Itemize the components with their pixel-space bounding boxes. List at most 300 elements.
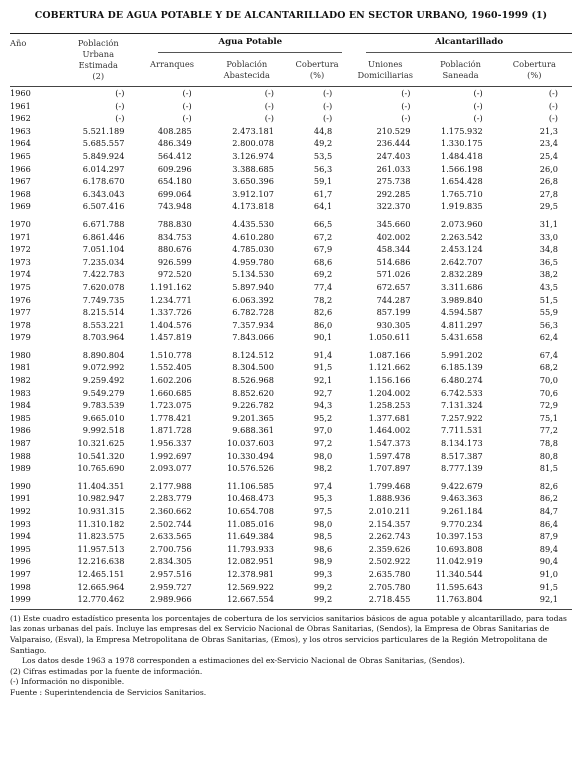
cell-arranques: 1.457.819 (150, 332, 192, 343)
cell-arranques: 2.177.988 (150, 480, 192, 491)
cell-poblacion-abastecida: 3.388.685 (232, 163, 274, 174)
cell-arranques: 1.992.697 (150, 450, 192, 461)
cell-poblacion-urbana: 12.465.151 (77, 568, 125, 579)
cell-poblacion-abastecida: 6.063.392 (232, 294, 274, 305)
cell-cobertura-ap: 77,4 (313, 281, 333, 292)
cell-poblacion-urbana: 12.216.638 (77, 556, 125, 567)
cell-cobertura-alc: 36,5 (539, 256, 558, 267)
cell-poblacion-abastecida: 10.654.708 (227, 506, 274, 516)
cell-cobertura-ap: 98,2 (313, 463, 333, 474)
cell-arranques: (-) (182, 113, 192, 124)
cell-anio: 1997 (10, 568, 31, 579)
table-row (10, 150, 572, 163)
cell-uniones: 322.370 (376, 201, 411, 212)
table-row (10, 87, 572, 100)
cell-poblacion-abastecida: 4.435.530 (232, 218, 274, 229)
cell-anio: 1960 (10, 88, 31, 98)
cell-uniones: 2.635.780 (368, 568, 411, 579)
table-row (10, 125, 572, 138)
cell-poblacion-urbana: 7.749.735 (82, 294, 125, 305)
cell-cobertura-alc: 25,4 (539, 150, 558, 161)
cell-uniones: 2.705.780 (368, 581, 411, 592)
cell-uniones: (-) (401, 113, 411, 124)
cell-poblacion-urbana: 8.890.804 (82, 349, 125, 360)
cell-poblacion-abastecida: 4.785.030 (232, 244, 274, 255)
cell-cobertura-ap: (-) (323, 100, 333, 111)
cell-anio: 1992 (10, 506, 31, 516)
cell-uniones: 2.359.626 (368, 543, 411, 554)
cell-uniones: 857.199 (376, 307, 411, 318)
cell-uniones: 345.660 (376, 218, 411, 229)
cell-poblacion-abastecida: 6.782.728 (232, 307, 274, 318)
cell-arranques: 2.700.756 (150, 543, 192, 554)
cell-poblacion-saneada: 1.654.428 (441, 176, 483, 187)
cell-uniones: 1.707.897 (368, 463, 411, 474)
header-poblacion-saneada: Población Saneada (440, 58, 481, 80)
cell-uniones: 514.686 (376, 256, 411, 267)
cell-anio: 1979 (10, 332, 31, 343)
cell-cobertura-ap: 97,4 (313, 480, 333, 491)
table-header (10, 34, 572, 87)
cell-anio: 1965 (10, 150, 31, 161)
cell-poblacion-saneada: 10.397.153 (435, 531, 483, 542)
cell-arranques: 408.285 (157, 125, 192, 136)
cell-arranques: 1.602.206 (150, 375, 192, 386)
cell-uniones: 1.258.253 (368, 400, 411, 411)
cell-anio: 1977 (10, 307, 31, 318)
cell-cobertura-ap: 53,5 (313, 150, 333, 161)
header-poblacion-abastecida: Población Abastecida (223, 58, 270, 80)
cell-anio: 1961 (10, 100, 31, 111)
cell-arranques: 609.296 (157, 163, 192, 174)
cell-poblacion-urbana: 5.849.924 (82, 150, 125, 161)
cell-anio: 1986 (10, 425, 31, 436)
cell-poblacion-urbana: 11.310.182 (77, 518, 125, 529)
cell-uniones: 2.010.211 (368, 506, 411, 516)
cell-cobertura-ap: 98,0 (313, 518, 333, 529)
cell-uniones: 2.262.743 (368, 531, 411, 542)
footnote-1-continued: Los datos desde 1963 a 1978 corresponden a estimaciones del ex-Servicio Nacional de Obras Sanitarias, (Sendos). (22, 656, 465, 666)
header-arranques: Arranques (150, 58, 195, 69)
cell-poblacion-abastecida: 12.082.951 (227, 556, 274, 567)
table-row (10, 543, 572, 556)
cell-poblacion-abastecida: 10.468.473 (227, 493, 274, 504)
cell-uniones: (-) (401, 100, 411, 111)
cell-cobertura-alc: (-) (548, 113, 558, 124)
coverage-table (10, 34, 572, 606)
cell-arranques: 1.778.421 (150, 412, 192, 423)
cell-cobertura-alc: 70,6 (539, 387, 558, 398)
cell-anio: 1973 (10, 256, 31, 267)
cell-anio: 1975 (10, 281, 31, 292)
cell-uniones: 1.156.166 (368, 375, 411, 386)
cell-poblacion-saneada: 1.175.932 (441, 125, 483, 136)
cell-cobertura-alc: 26,0 (539, 163, 558, 174)
cell-poblacion-abastecida: 12.569.922 (227, 581, 274, 592)
cell-poblacion-urbana: (-) (115, 100, 125, 111)
cell-cobertura-alc: (-) (548, 100, 558, 111)
cell-cobertura-alc: 80,8 (539, 450, 558, 461)
cell-poblacion-saneada: 2.263.542 (441, 231, 483, 242)
cell-poblacion-abastecida: (-) (264, 113, 274, 124)
cell-cobertura-alc: 89,4 (539, 543, 558, 554)
table-row (10, 424, 572, 437)
cell-arranques: 926.599 (157, 256, 192, 267)
cell-cobertura-alc: 86,4 (539, 518, 558, 529)
cell-poblacion-urbana: 9.665.010 (82, 412, 125, 423)
cell-anio: 1978 (10, 319, 31, 330)
cell-anio: 1966 (10, 163, 31, 174)
footnote-2: (2) Cifras estimadas por la fuente de información. (10, 666, 203, 676)
table-row (10, 268, 572, 281)
cell-arranques: 2.093.077 (150, 463, 192, 474)
cell-anio: 1996 (10, 556, 31, 567)
cell-anio: 1985 (10, 412, 31, 423)
cell-arranques: 564.412 (157, 150, 192, 161)
cell-poblacion-urbana: 8.215.514 (82, 307, 125, 318)
cell-poblacion-urbana: 11.823.575 (77, 531, 125, 542)
cell-uniones: 1.464.002 (368, 425, 411, 436)
cell-uniones: 930.305 (376, 319, 411, 330)
cell-cobertura-ap: 99,2 (313, 581, 333, 592)
cell-uniones: 292.285 (376, 188, 411, 199)
cell-poblacion-saneada: 5.431.658 (441, 332, 483, 343)
cell-anio: 1990 (10, 480, 31, 491)
cell-cobertura-ap: 82,6 (313, 307, 333, 318)
cell-poblacion-urbana: 5.685.557 (82, 138, 125, 149)
cell-cobertura-ap: 56,3 (313, 163, 333, 174)
cell-uniones: 1.087.166 (368, 349, 411, 360)
cell-cobertura-alc: 81,5 (539, 463, 558, 474)
footnote-1: (1) Este cuadro estadístico presenta los porcentajes de cobertura de los servicios sanitarios básicos de agua potable y alcantarillado, para todas las zonas urbanas del país. Incluye las empresas del ex Servicio Nacional de Obras Sanitarias, (Sendos), la Empresa de Obras Sanitarias de Valparaiso, (Esval), la Empresa Metropolitana de Obras Sanitarias, (Emos), y los otros servicios particulares de la Región Metropolitana de Santiago. (10, 613, 567, 655)
table-row (10, 593, 572, 606)
cell-anio: 1974 (10, 269, 31, 280)
cell-poblacion-saneada: 9.770.234 (441, 518, 483, 529)
cell-poblacion-urbana: 7.422.783 (82, 269, 125, 280)
cell-anio: 1995 (10, 543, 31, 554)
cell-poblacion-saneada: 2.642.707 (441, 256, 483, 267)
cell-poblacion-saneada: 4.811.297 (441, 319, 483, 330)
cell-arranques: 1.552.405 (150, 362, 192, 373)
cell-cobertura-alc: 21,3 (539, 125, 558, 136)
table-row (10, 188, 572, 201)
cell-arranques: 1.723.075 (150, 400, 192, 411)
table-row (10, 256, 572, 269)
cell-cobertura-ap: 59,1 (313, 176, 333, 187)
cell-cobertura-alc: 38,2 (539, 269, 558, 280)
cell-cobertura-alc: 27,8 (539, 188, 558, 199)
cell-poblacion-abastecida: 11.085.016 (227, 518, 274, 529)
cell-anio: 1971 (10, 231, 31, 242)
cell-poblacion-urbana: (-) (115, 113, 125, 124)
cell-poblacion-saneada: (-) (473, 113, 483, 124)
cell-arranques: 2.989.966 (150, 594, 192, 605)
table-row (10, 530, 572, 543)
table-row (10, 387, 572, 400)
cell-arranques: 486.349 (157, 138, 192, 149)
table-title: COBERTURA DE AGUA POTABLE Y DE ALCANTARILLADO EN SECTOR URBANO, 1960-1999 (1) (34, 10, 548, 21)
cell-poblacion-urbana: 12.665.964 (77, 581, 125, 592)
cell-cobertura-ap: 95,3 (313, 493, 333, 504)
cell-cobertura-alc: 84,7 (539, 506, 558, 516)
cell-anio: 1963 (10, 125, 31, 136)
cell-anio: 1993 (10, 518, 31, 529)
cell-arranques: 2.959.727 (150, 581, 192, 592)
cell-cobertura-alc: 70,0 (539, 375, 558, 386)
cell-arranques: 788.830 (157, 218, 192, 229)
header-poblacion-urbana: Población Urbana Estimada (2) (77, 38, 119, 81)
cell-cobertura-alc: 78,8 (539, 438, 558, 449)
cell-cobertura-alc: (-) (548, 88, 558, 98)
cell-cobertura-ap: 61,7 (313, 188, 333, 199)
cell-cobertura-ap: 97,0 (313, 425, 333, 436)
cell-poblacion-saneada: 11.595.643 (435, 581, 483, 592)
cell-poblacion-abastecida: (-) (264, 100, 274, 111)
cell-poblacion-urbana: 6.671.788 (82, 218, 125, 229)
cell-cobertura-ap: 44,8 (313, 125, 333, 136)
cell-anio: 1981 (10, 362, 31, 373)
cell-arranques: 1.404.576 (150, 319, 192, 330)
cell-poblacion-urbana: 10.982.947 (77, 493, 125, 504)
cell-cobertura-alc: 86,2 (539, 493, 558, 504)
cell-poblacion-abastecida: 3.126.974 (232, 150, 274, 161)
cell-arranques: 1.337.726 (150, 307, 192, 318)
cell-cobertura-ap: 49,2 (313, 138, 333, 149)
cell-poblacion-saneada: 2.073.960 (441, 218, 483, 229)
cell-poblacion-urbana: 6.014.297 (82, 163, 125, 174)
cell-anio: 1980 (10, 349, 31, 360)
cell-poblacion-saneada: 8.517.387 (441, 450, 483, 461)
cell-arranques: 880.676 (157, 244, 192, 255)
cell-poblacion-abastecida: 8.304.500 (232, 362, 274, 373)
cell-cobertura-alc: 34,8 (539, 244, 558, 255)
table-row (10, 349, 572, 362)
cell-poblacion-abastecida: 10.330.494 (227, 450, 274, 461)
cell-poblacion-urbana: 7.051.104 (82, 244, 125, 255)
table-row (10, 163, 572, 176)
cell-cobertura-alc: 77,2 (539, 425, 558, 436)
table-row (10, 450, 572, 463)
cell-poblacion-urbana: 6.507.416 (82, 201, 125, 212)
table-row (10, 555, 572, 568)
table-row (10, 175, 572, 188)
cell-poblacion-saneada: 6.480.274 (441, 375, 483, 386)
cell-arranques: 2.360.662 (150, 506, 192, 516)
cell-cobertura-ap: 99,2 (313, 594, 333, 605)
cell-poblacion-urbana: 10.765.690 (77, 463, 125, 474)
cell-poblacion-urbana: 10.321.625 (77, 438, 125, 449)
cell-poblacion-abastecida: 9.201.365 (232, 412, 274, 423)
cell-uniones: (-) (401, 88, 411, 98)
cell-arranques: 1.871.728 (150, 425, 192, 436)
cell-uniones: 2.154.357 (368, 518, 411, 529)
cell-anio: 1969 (10, 201, 31, 212)
cell-poblacion-urbana: 12.770.462 (77, 594, 125, 605)
table-row (10, 243, 572, 256)
cell-anio: 1991 (10, 493, 31, 504)
cell-poblacion-saneada: 9.463.363 (441, 493, 483, 504)
cell-poblacion-saneada: 1.330.175 (441, 138, 483, 149)
cell-uniones: 210.529 (376, 125, 411, 136)
source-note: Fuente : Superintendencia de Servicios Sanitarios. (10, 687, 207, 697)
cell-uniones: 402.002 (376, 231, 411, 242)
cell-arranques: 1.234.771 (150, 294, 192, 305)
cell-poblacion-urbana: 7.235.034 (82, 256, 125, 267)
cell-cobertura-alc: 67,4 (539, 349, 558, 360)
cell-poblacion-abastecida: 7.843.066 (232, 332, 274, 343)
cell-poblacion-urbana: 9.549.279 (82, 387, 125, 398)
cell-poblacion-saneada: 7.711.531 (441, 425, 483, 436)
cell-poblacion-saneada: 6.742.533 (441, 387, 483, 398)
cell-arranques: 654.180 (157, 176, 192, 187)
cell-uniones: 1.377.681 (368, 412, 411, 423)
cell-uniones: 2.502.922 (368, 556, 411, 567)
cell-poblacion-saneada: 7.257.922 (441, 412, 483, 423)
cell-arranques: 1.191.162 (150, 281, 192, 292)
cell-poblacion-urbana: 6.861.446 (82, 231, 125, 242)
cell-poblacion-saneada: 3.311.686 (441, 281, 483, 292)
cell-uniones: 236.444 (376, 138, 411, 149)
cell-cobertura-alc: 26,8 (539, 176, 558, 187)
cell-poblacion-abastecida: 12.378.981 (227, 568, 274, 579)
cell-poblacion-urbana: 10.541.320 (77, 450, 125, 461)
cell-cobertura-ap: 91,4 (313, 349, 333, 360)
cell-cobertura-ap: 69,2 (313, 269, 333, 280)
cell-uniones: 1.547.373 (368, 438, 411, 449)
cell-uniones: 672.657 (376, 281, 411, 292)
cell-uniones: 1.204.002 (368, 387, 411, 398)
table-row (10, 331, 572, 344)
cell-poblacion-abastecida: 8.526.968 (232, 375, 274, 386)
header-cobertura-ap: Cobertura (%) (295, 58, 339, 80)
cell-cobertura-alc: 56,3 (539, 319, 558, 330)
cell-cobertura-alc: 43,5 (539, 281, 558, 292)
cell-poblacion-saneada: 8.134.173 (441, 438, 483, 449)
cell-uniones: 458.344 (376, 244, 411, 255)
cell-arranques: 699.064 (157, 188, 192, 199)
cell-anio: 1998 (10, 581, 31, 592)
table-row (10, 462, 572, 475)
cell-cobertura-ap: 99,3 (313, 568, 333, 579)
table-row (10, 137, 572, 150)
cell-poblacion-abastecida: 8.124.512 (232, 349, 274, 360)
cell-cobertura-alc: 75,1 (539, 412, 558, 423)
table-row (10, 306, 572, 319)
cell-poblacion-saneada: 1.566.198 (441, 163, 483, 174)
cell-poblacion-saneada: 10.693.808 (435, 543, 483, 554)
cell-poblacion-urbana: 11.404.351 (77, 480, 125, 491)
table-row (10, 518, 572, 531)
cell-cobertura-alc: 91,0 (539, 568, 558, 579)
cell-poblacion-abastecida: (-) (264, 88, 274, 98)
cell-poblacion-abastecida: 3.650.396 (232, 176, 274, 187)
cell-poblacion-saneada: 4.594.587 (441, 307, 483, 318)
header-alcantarillado: Alcantarillado (366, 37, 572, 53)
table-row (10, 361, 572, 374)
table-row (10, 581, 572, 594)
cell-poblacion-urbana: (-) (115, 88, 125, 98)
cell-cobertura-alc: 68,2 (539, 362, 558, 373)
cell-cobertura-alc: 72,9 (539, 400, 558, 411)
cell-uniones: 571.026 (376, 269, 411, 280)
cell-poblacion-urbana: 9.072.992 (82, 362, 125, 373)
cell-cobertura-ap: 92,7 (313, 387, 333, 398)
cell-uniones: 1.888.936 (368, 493, 411, 504)
table-body (10, 87, 572, 606)
cell-uniones: 247.403 (376, 150, 411, 161)
header-agua-potable: Agua Potable (158, 37, 342, 53)
cell-cobertura-ap: 91,5 (313, 362, 333, 373)
cell-cobertura-ap: 86,0 (313, 319, 333, 330)
cell-cobertura-ap: 64,1 (313, 201, 333, 212)
cell-anio: 1976 (10, 294, 31, 305)
cell-poblacion-abastecida: 8.852.620 (232, 387, 274, 398)
cell-arranques: 2.502.744 (150, 518, 192, 529)
cell-arranques: 1.660.685 (150, 387, 192, 398)
table-row (10, 437, 572, 450)
cell-arranques: 2.834.305 (150, 556, 192, 567)
cell-cobertura-ap: 98,6 (313, 543, 333, 554)
cell-poblacion-saneada: 9.422.679 (441, 480, 483, 491)
cell-anio: 1994 (10, 531, 31, 542)
cell-poblacion-saneada: 11.042.919 (435, 556, 483, 567)
cell-uniones: 2.718.455 (368, 594, 411, 605)
cell-poblacion-abastecida: 5.897.940 (232, 281, 274, 292)
cell-cobertura-ap: 67,2 (313, 231, 333, 242)
header-cobertura-alc: Cobertura (%) (512, 58, 556, 80)
cell-arranques: 2.633.565 (150, 531, 192, 542)
cell-poblacion-urbana: 6.343.043 (82, 188, 125, 199)
cell-poblacion-abastecida: 4.610.280 (232, 231, 274, 242)
cell-cobertura-ap: (-) (323, 113, 333, 124)
cell-poblacion-abastecida: 10.576.526 (227, 463, 274, 474)
cell-cobertura-ap: 97,5 (313, 506, 333, 516)
cell-anio: 1962 (10, 113, 31, 124)
cell-uniones: 275.738 (376, 176, 411, 187)
cell-poblacion-urbana: 8.703.964 (82, 332, 125, 343)
cell-arranques: (-) (182, 88, 192, 98)
cell-poblacion-abastecida: 11.649.384 (227, 531, 274, 542)
cell-poblacion-urbana: 8.553.221 (82, 319, 125, 330)
cell-poblacion-urbana: 9.783.539 (82, 400, 125, 411)
cell-poblacion-urbana: 9.259.492 (82, 375, 125, 386)
cell-arranques: 2.957.516 (150, 568, 192, 579)
cell-anio: 1967 (10, 176, 31, 187)
cell-cobertura-alc: 87,9 (539, 531, 558, 542)
cell-anio: 1968 (10, 188, 31, 199)
cell-arranques: 834.753 (157, 231, 192, 242)
cell-poblacion-saneada: (-) (473, 100, 483, 111)
cell-poblacion-saneada: 6.185.139 (441, 362, 483, 373)
header-anio: Año (10, 38, 27, 48)
cell-cobertura-ap: 67,9 (313, 244, 333, 255)
cell-cobertura-alc: 62,4 (539, 332, 558, 343)
cell-cobertura-alc: 23,4 (539, 138, 558, 149)
footnote-3: (-) Información no disponible. (10, 677, 125, 687)
cell-cobertura-ap: 95,2 (313, 412, 333, 423)
cell-uniones: 744.287 (376, 294, 411, 305)
cell-cobertura-ap: 68,6 (313, 256, 333, 267)
cell-poblacion-abastecida: 12.667.554 (227, 594, 274, 605)
footnotes (10, 614, 572, 699)
cell-cobertura-ap: 66,5 (313, 218, 333, 229)
table-row (10, 374, 572, 387)
cell-poblacion-saneada: 2.832.289 (441, 269, 483, 280)
cell-uniones: 1.050.611 (368, 332, 411, 343)
cell-poblacion-urbana: 11.957.513 (77, 543, 125, 554)
cell-cobertura-ap: 92,1 (313, 375, 333, 386)
cell-cobertura-ap: 94,3 (313, 400, 333, 411)
